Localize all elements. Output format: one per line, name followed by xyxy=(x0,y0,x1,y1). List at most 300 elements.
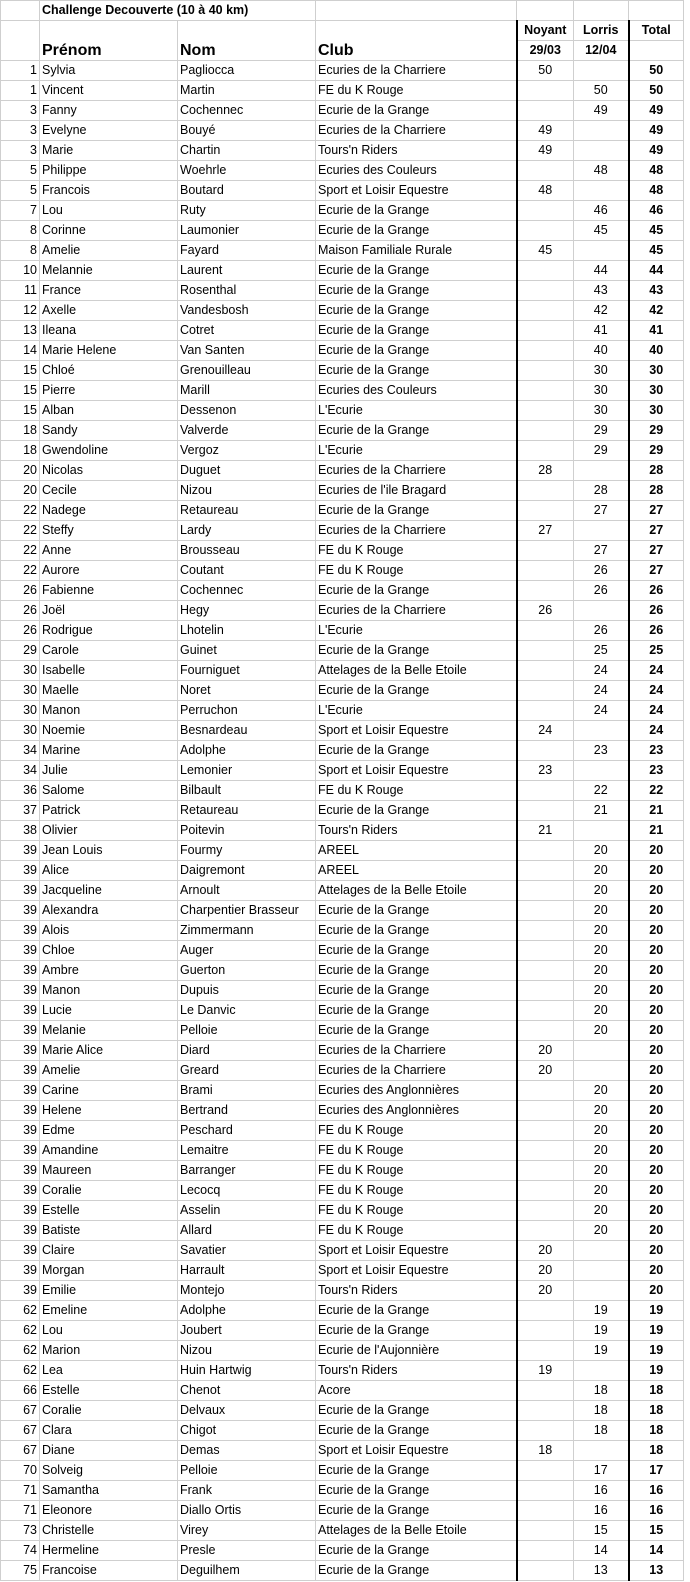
lorris-score-cell xyxy=(574,61,629,81)
rank-cell: 10 xyxy=(1,261,40,281)
prenom-cell: Vincent xyxy=(40,81,178,101)
noyant-score-cell xyxy=(517,301,574,321)
title-row xyxy=(1,1,684,21)
nom-cell: Woehrle xyxy=(178,161,316,181)
total-cell: 27 xyxy=(629,521,684,541)
club-cell: Ecurie de la Grange xyxy=(316,221,517,241)
club-cell: Ecurie de la Grange xyxy=(316,801,517,821)
prenom-cell: Amelie xyxy=(40,241,178,261)
nom-cell: Perruchon xyxy=(178,701,316,721)
total-cell: 20 xyxy=(629,1281,684,1301)
nom-cell: Dessenon xyxy=(178,401,316,421)
lorris-score-cell: 17 xyxy=(574,1461,629,1481)
club-cell: Attelages de la Belle Etoile xyxy=(316,1521,517,1541)
noyant-score-cell: 23 xyxy=(517,761,574,781)
prenom-cell: Melannie xyxy=(40,261,178,281)
lorris-score-cell xyxy=(574,1361,629,1381)
rank-cell: 13 xyxy=(1,321,40,341)
noyant-score-cell: 45 xyxy=(517,241,574,261)
prenom-cell: Cecile xyxy=(40,481,178,501)
lorris-score-cell: 20 xyxy=(574,861,629,881)
table-row xyxy=(1,461,684,481)
table-row xyxy=(1,761,684,781)
club-cell: Ecurie de la Grange xyxy=(316,581,517,601)
club-cell: Ecuries de l'ile Bragard xyxy=(316,481,517,501)
club-cell: Sport et Loisir Equestre xyxy=(316,1441,517,1461)
total-cell: 20 xyxy=(629,1241,684,1261)
total-cell: 20 xyxy=(629,1221,684,1241)
table-row xyxy=(1,1001,684,1021)
rank-cell: 71 xyxy=(1,1501,40,1521)
table-row xyxy=(1,1201,684,1221)
noyant-score-cell: 48 xyxy=(517,181,574,201)
prenom-cell: Christelle xyxy=(40,1521,178,1541)
total-cell: 21 xyxy=(629,801,684,821)
noyant-score-cell xyxy=(517,1501,574,1521)
noyant-score-cell xyxy=(517,581,574,601)
club-cell: Ecuries de la Charriere xyxy=(316,1041,517,1061)
rank-cell: 12 xyxy=(1,301,40,321)
lorris-score-cell xyxy=(574,721,629,741)
rank-cell: 34 xyxy=(1,761,40,781)
total-cell: 20 xyxy=(629,1141,684,1161)
lorris-score-cell: 20 xyxy=(574,1141,629,1161)
club-cell: AREEL xyxy=(316,841,517,861)
prenom-cell: Rodrigue xyxy=(40,621,178,641)
total-cell: 50 xyxy=(629,81,684,101)
prenom-cell: Marie xyxy=(40,141,178,161)
nom-cell: Zimmermann xyxy=(178,921,316,941)
total-cell: 28 xyxy=(629,481,684,501)
lorris-score-cell xyxy=(574,141,629,161)
prenom-cell: Morgan xyxy=(40,1261,178,1281)
club-cell: L'Ecurie xyxy=(316,441,517,461)
nom-cell: Adolphe xyxy=(178,741,316,761)
club-cell: FE du K Rouge xyxy=(316,81,517,101)
prenom-cell: Philippe xyxy=(40,161,178,181)
noyant-score-cell: 49 xyxy=(517,121,574,141)
rank-cell: 15 xyxy=(1,381,40,401)
rank-cell: 39 xyxy=(1,1241,40,1261)
nom-cell: Diallo Ortis xyxy=(178,1501,316,1521)
table-row xyxy=(1,301,684,321)
noyant-score-cell xyxy=(517,81,574,101)
rank-cell: 39 xyxy=(1,1121,40,1141)
prenom-cell: Lou xyxy=(40,1321,178,1341)
club-cell: L'Ecurie xyxy=(316,701,517,721)
prenom-cell: Sandy xyxy=(40,421,178,441)
rank-cell: 3 xyxy=(1,101,40,121)
lorris-score-cell xyxy=(574,1281,629,1301)
table-row xyxy=(1,541,684,561)
total-cell: 30 xyxy=(629,361,684,381)
prenom-cell: Hermeline xyxy=(40,1541,178,1561)
rank-cell: 15 xyxy=(1,401,40,421)
table-row xyxy=(1,1141,684,1161)
noyant-score-cell xyxy=(517,1141,574,1161)
cell-empty xyxy=(1,21,40,61)
noyant-score-cell xyxy=(517,161,574,181)
total-cell: 25 xyxy=(629,641,684,661)
total-cell: 42 xyxy=(629,301,684,321)
prenom-cell: Manon xyxy=(40,701,178,721)
prenom-cell: Estelle xyxy=(40,1381,178,1401)
rank-cell: 3 xyxy=(1,141,40,161)
club-cell: Attelages de la Belle Etoile xyxy=(316,661,517,681)
total-cell: 49 xyxy=(629,101,684,121)
table-row xyxy=(1,1181,684,1201)
header-lorris-date: 12/04 xyxy=(574,41,629,61)
lorris-score-cell: 20 xyxy=(574,901,629,921)
nom-cell: Asselin xyxy=(178,1201,316,1221)
nom-cell: Boutard xyxy=(178,181,316,201)
club-cell: Ecurie de la Grange xyxy=(316,1021,517,1041)
club-cell: Ecurie de la Grange xyxy=(316,101,517,121)
club-cell: Ecuries de la Charriere xyxy=(316,61,517,81)
rank-cell: 1 xyxy=(1,61,40,81)
nom-cell: Delvaux xyxy=(178,1401,316,1421)
prenom-cell: Coralie xyxy=(40,1401,178,1421)
total-cell: 15 xyxy=(629,1521,684,1541)
noyant-score-cell: 19 xyxy=(517,1361,574,1381)
total-cell: 46 xyxy=(629,201,684,221)
nom-cell: Fayard xyxy=(178,241,316,261)
total-cell: 50 xyxy=(629,61,684,81)
nom-cell: Frank xyxy=(178,1481,316,1501)
prenom-cell: Steffy xyxy=(40,521,178,541)
lorris-score-cell xyxy=(574,1261,629,1281)
club-cell: FE du K Rouge xyxy=(316,1221,517,1241)
table-row xyxy=(1,581,684,601)
prenom-cell: Carole xyxy=(40,641,178,661)
table-row xyxy=(1,81,684,101)
nom-cell: Chigot xyxy=(178,1421,316,1441)
table-row xyxy=(1,321,684,341)
nom-cell: Bertrand xyxy=(178,1101,316,1121)
prenom-cell: Marie Helene xyxy=(40,341,178,361)
prenom-cell: Patrick xyxy=(40,801,178,821)
noyant-score-cell: 49 xyxy=(517,141,574,161)
cell-empty xyxy=(1,1,40,21)
prenom-cell: Maureen xyxy=(40,1161,178,1181)
club-cell: Acore xyxy=(316,1381,517,1401)
noyant-score-cell: 20 xyxy=(517,1241,574,1261)
total-cell: 41 xyxy=(629,321,684,341)
club-cell: Ecuries de la Charriere xyxy=(316,121,517,141)
lorris-score-cell xyxy=(574,601,629,621)
noyant-score-cell xyxy=(517,921,574,941)
rank-cell: 39 xyxy=(1,981,40,1001)
table-row xyxy=(1,601,684,621)
table-row xyxy=(1,641,684,661)
prenom-cell: Helene xyxy=(40,1101,178,1121)
rank-cell: 39 xyxy=(1,1001,40,1021)
prenom-cell: Noemie xyxy=(40,721,178,741)
rank-cell: 11 xyxy=(1,281,40,301)
rank-cell: 39 xyxy=(1,1081,40,1101)
table-row xyxy=(1,1101,684,1121)
table-row xyxy=(1,401,684,421)
noyant-score-cell xyxy=(517,961,574,981)
nom-cell: Le Danvic xyxy=(178,1001,316,1021)
lorris-score-cell: 20 xyxy=(574,841,629,861)
nom-cell: Martin xyxy=(178,81,316,101)
total-cell: 20 xyxy=(629,901,684,921)
noyant-score-cell xyxy=(517,881,574,901)
table-row xyxy=(1,1041,684,1061)
rank-cell: 18 xyxy=(1,421,40,441)
lorris-score-cell: 20 xyxy=(574,981,629,1001)
lorris-score-cell: 44 xyxy=(574,261,629,281)
lorris-score-cell: 49 xyxy=(574,101,629,121)
lorris-score-cell: 48 xyxy=(574,161,629,181)
prenom-cell: Manon xyxy=(40,981,178,1001)
total-cell: 18 xyxy=(629,1421,684,1441)
header-lorris: Lorris xyxy=(574,21,629,41)
club-cell: FE du K Rouge xyxy=(316,1181,517,1201)
noyant-score-cell: 28 xyxy=(517,461,574,481)
total-cell: 24 xyxy=(629,721,684,741)
club-cell: Ecuries de la Charriere xyxy=(316,521,517,541)
rank-cell: 67 xyxy=(1,1401,40,1421)
club-cell: Attelages de la Belle Etoile xyxy=(316,881,517,901)
table-row xyxy=(1,1121,684,1141)
nom-cell: Hegy xyxy=(178,601,316,621)
table-row xyxy=(1,521,684,541)
lorris-score-cell: 24 xyxy=(574,681,629,701)
table-row xyxy=(1,341,684,361)
total-cell: 22 xyxy=(629,781,684,801)
noyant-score-cell xyxy=(517,361,574,381)
rank-cell: 39 xyxy=(1,1201,40,1221)
total-cell: 44 xyxy=(629,261,684,281)
nom-cell: Vandesbosh xyxy=(178,301,316,321)
rank-cell: 26 xyxy=(1,621,40,641)
table-row xyxy=(1,901,684,921)
table-row xyxy=(1,881,684,901)
prenom-cell: Axelle xyxy=(40,301,178,321)
noyant-score-cell: 50 xyxy=(517,61,574,81)
sheet-title: Challenge Decouverte (10 à 40 km) xyxy=(40,1,316,21)
rank-cell: 39 xyxy=(1,841,40,861)
rank-cell: 39 xyxy=(1,1261,40,1281)
lorris-score-cell: 42 xyxy=(574,301,629,321)
table-row xyxy=(1,1421,684,1441)
total-cell: 20 xyxy=(629,1181,684,1201)
table-row xyxy=(1,1281,684,1301)
total-cell: 43 xyxy=(629,281,684,301)
lorris-score-cell: 29 xyxy=(574,421,629,441)
prenom-cell: Fabienne xyxy=(40,581,178,601)
total-cell: 27 xyxy=(629,541,684,561)
noyant-score-cell xyxy=(517,641,574,661)
nom-cell: Guerton xyxy=(178,961,316,981)
nom-cell: Fourmy xyxy=(178,841,316,861)
table-row xyxy=(1,941,684,961)
table-row xyxy=(1,121,684,141)
club-cell: Ecurie de la Grange xyxy=(316,641,517,661)
rank-cell: 29 xyxy=(1,641,40,661)
table-row xyxy=(1,961,684,981)
club-cell: FE du K Rouge xyxy=(316,1201,517,1221)
noyant-score-cell xyxy=(517,941,574,961)
table-row xyxy=(1,1061,684,1081)
prenom-cell: Joël xyxy=(40,601,178,621)
total-cell: 29 xyxy=(629,421,684,441)
nom-cell: Retaureau xyxy=(178,501,316,521)
club-cell: Ecurie de la Grange xyxy=(316,961,517,981)
rank-cell: 39 xyxy=(1,1161,40,1181)
total-cell: 28 xyxy=(629,461,684,481)
noyant-score-cell xyxy=(517,341,574,361)
lorris-score-cell: 26 xyxy=(574,561,629,581)
total-cell: 20 xyxy=(629,841,684,861)
rank-cell: 62 xyxy=(1,1301,40,1321)
nom-cell: Joubert xyxy=(178,1321,316,1341)
rank-cell: 39 xyxy=(1,941,40,961)
total-cell: 20 xyxy=(629,1261,684,1281)
nom-cell: Marill xyxy=(178,381,316,401)
cell-empty xyxy=(316,1,517,21)
lorris-score-cell: 20 xyxy=(574,1021,629,1041)
rank-cell: 38 xyxy=(1,821,40,841)
total-cell: 19 xyxy=(629,1321,684,1341)
rank-cell: 14 xyxy=(1,341,40,361)
table-row xyxy=(1,561,684,581)
club-cell: Ecurie de la Grange xyxy=(316,1301,517,1321)
table-row xyxy=(1,261,684,281)
noyant-score-cell xyxy=(517,781,574,801)
nom-cell: Lhotelin xyxy=(178,621,316,641)
table-row xyxy=(1,1241,684,1261)
lorris-score-cell: 19 xyxy=(574,1301,629,1321)
prenom-cell: Alois xyxy=(40,921,178,941)
club-cell: Ecurie de la Grange xyxy=(316,1541,517,1561)
noyant-score-cell: 20 xyxy=(517,1061,574,1081)
table-row xyxy=(1,1161,684,1181)
prenom-cell: Eleonore xyxy=(40,1501,178,1521)
lorris-score-cell: 22 xyxy=(574,781,629,801)
table-row xyxy=(1,1321,684,1341)
prenom-cell: Lucie xyxy=(40,1001,178,1021)
rank-cell: 75 xyxy=(1,1561,40,1581)
club-cell: Ecurie de la Grange xyxy=(316,1421,517,1441)
header-total-blank xyxy=(629,41,684,61)
total-cell: 19 xyxy=(629,1301,684,1321)
prenom-cell: Francoise xyxy=(40,1561,178,1581)
total-cell: 26 xyxy=(629,621,684,641)
total-cell: 20 xyxy=(629,1001,684,1021)
table-row xyxy=(1,1341,684,1361)
rank-cell: 70 xyxy=(1,1461,40,1481)
prenom-cell: Fanny xyxy=(40,101,178,121)
lorris-score-cell: 23 xyxy=(574,741,629,761)
nom-cell: Chartin xyxy=(178,141,316,161)
total-cell: 48 xyxy=(629,161,684,181)
noyant-score-cell xyxy=(517,261,574,281)
table-row xyxy=(1,1461,684,1481)
noyant-score-cell xyxy=(517,801,574,821)
club-cell: Ecurie de la Grange xyxy=(316,941,517,961)
club-cell: Ecuries des Couleurs xyxy=(316,381,517,401)
nom-cell: Duguet xyxy=(178,461,316,481)
rank-cell: 34 xyxy=(1,741,40,761)
noyant-score-cell: 20 xyxy=(517,1281,574,1301)
noyant-score-cell xyxy=(517,1541,574,1561)
club-cell: FE du K Rouge xyxy=(316,1141,517,1161)
prenom-cell: Claire xyxy=(40,1241,178,1261)
rank-cell: 3 xyxy=(1,121,40,141)
table-row xyxy=(1,201,684,221)
table-row xyxy=(1,1441,684,1461)
table-row xyxy=(1,1301,684,1321)
rank-cell: 26 xyxy=(1,601,40,621)
total-cell: 19 xyxy=(629,1341,684,1361)
noyant-score-cell xyxy=(517,1101,574,1121)
prenom-cell: Nicolas xyxy=(40,461,178,481)
lorris-score-cell: 20 xyxy=(574,1081,629,1101)
prenom-cell: Lou xyxy=(40,201,178,221)
total-cell: 17 xyxy=(629,1461,684,1481)
prenom-cell: Diane xyxy=(40,1441,178,1461)
club-cell: Tours'n Riders xyxy=(316,1281,517,1301)
club-cell: Tours'n Riders xyxy=(316,141,517,161)
noyant-score-cell xyxy=(517,561,574,581)
club-cell: Sport et Loisir Equestre xyxy=(316,181,517,201)
table-row xyxy=(1,161,684,181)
total-cell: 24 xyxy=(629,661,684,681)
table-row xyxy=(1,741,684,761)
table-row xyxy=(1,661,684,681)
lorris-score-cell: 16 xyxy=(574,1501,629,1521)
nom-cell: Daigremont xyxy=(178,861,316,881)
club-cell: Ecurie de la Grange xyxy=(316,1321,517,1341)
table-row xyxy=(1,221,684,241)
noyant-score-cell xyxy=(517,1181,574,1201)
prenom-cell: Pierre xyxy=(40,381,178,401)
nom-cell: Cochennec xyxy=(178,101,316,121)
club-cell: Ecurie de la Grange xyxy=(316,501,517,521)
rank-cell: 22 xyxy=(1,541,40,561)
prenom-cell: Francois xyxy=(40,181,178,201)
rank-cell: 67 xyxy=(1,1441,40,1461)
rank-cell: 39 xyxy=(1,1281,40,1301)
rank-cell: 5 xyxy=(1,161,40,181)
prenom-cell: Chloe xyxy=(40,941,178,961)
prenom-cell: Amelie xyxy=(40,1061,178,1081)
cell-empty xyxy=(517,1,574,21)
lorris-score-cell: 20 xyxy=(574,1201,629,1221)
table-row xyxy=(1,501,684,521)
club-cell: Sport et Loisir Equestre xyxy=(316,1261,517,1281)
lorris-score-cell xyxy=(574,1441,629,1461)
table-row xyxy=(1,621,684,641)
lorris-score-cell: 16 xyxy=(574,1481,629,1501)
lorris-score-cell xyxy=(574,761,629,781)
lorris-score-cell: 20 xyxy=(574,961,629,981)
rank-cell: 8 xyxy=(1,221,40,241)
total-cell: 23 xyxy=(629,741,684,761)
club-cell: Ecuries de la Charriere xyxy=(316,601,517,621)
total-cell: 13 xyxy=(629,1561,684,1581)
nom-cell: Presle xyxy=(178,1541,316,1561)
noyant-score-cell xyxy=(517,281,574,301)
table-row xyxy=(1,181,684,201)
noyant-score-cell xyxy=(517,1301,574,1321)
total-cell: 23 xyxy=(629,761,684,781)
nom-cell: Arnoult xyxy=(178,881,316,901)
nom-cell: Dupuis xyxy=(178,981,316,1001)
